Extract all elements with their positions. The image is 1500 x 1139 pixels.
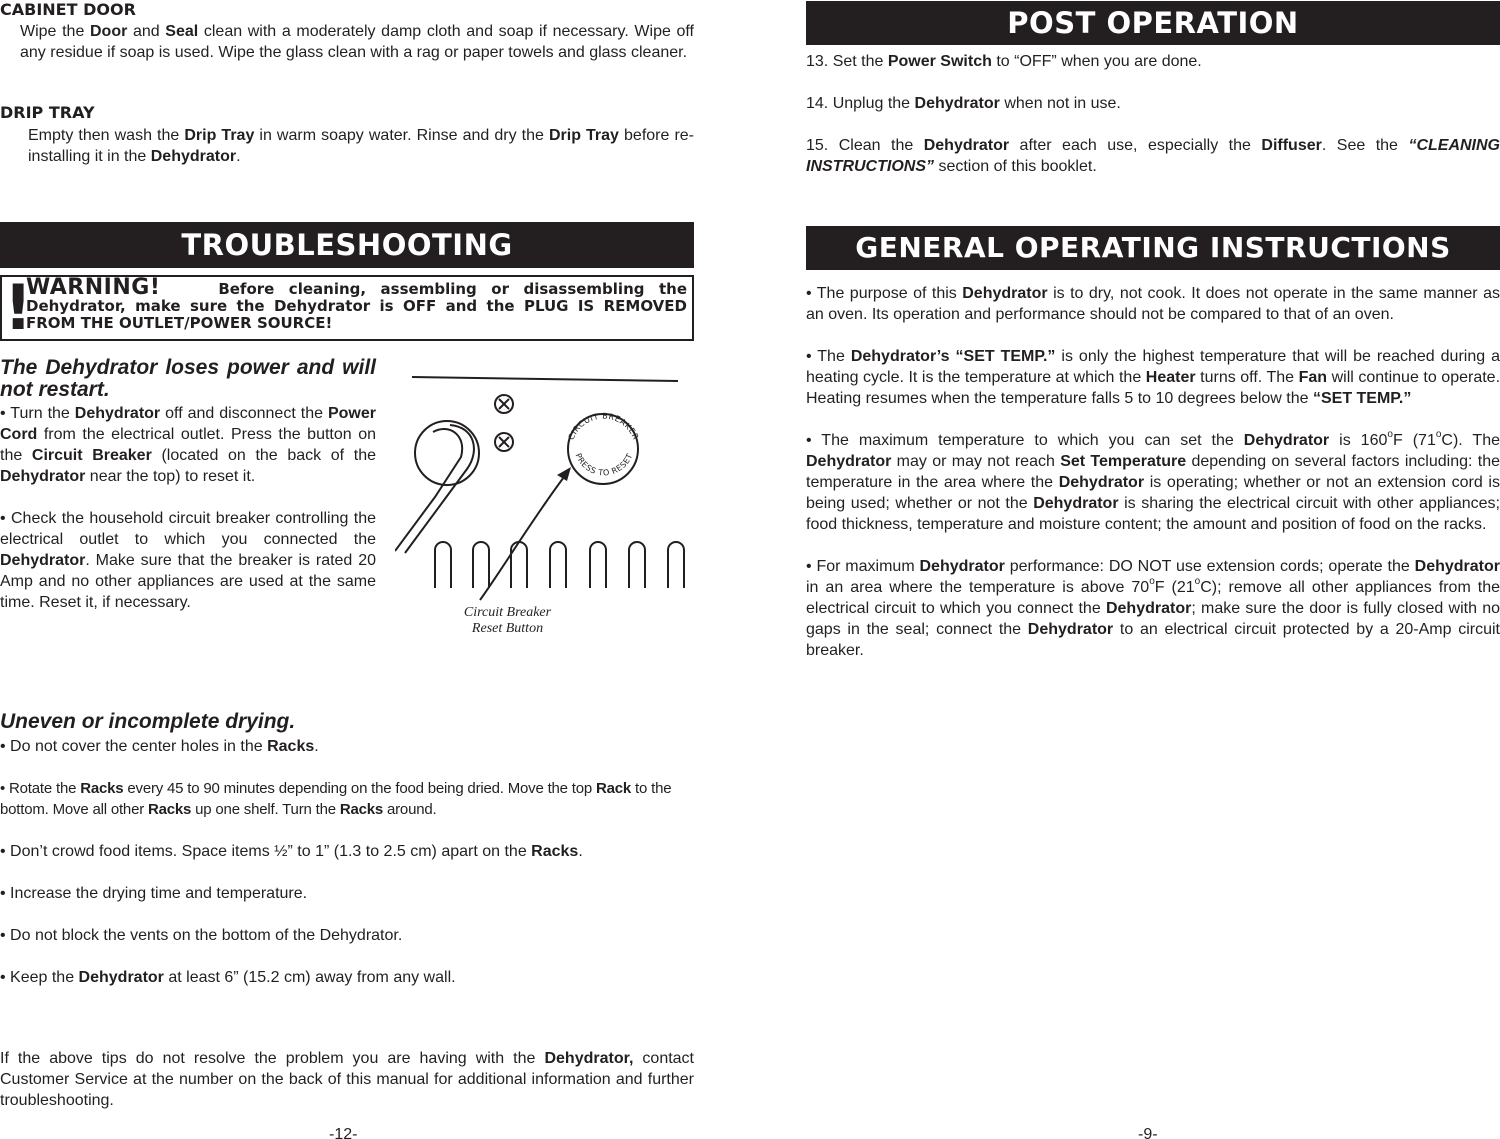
power-loss-section [0,357,376,613]
circuit-breaker-icon [567,412,641,484]
drip-tray-heading: DRIP TRAY [0,103,95,122]
breaker-label-top: CIRCUIT BREAKER [566,411,641,442]
general-instructions-body [806,283,1500,661]
warning-exclamation-icon: ! [4,271,33,344]
warning-text: WARNING! Before cleaning, assembling or disassembling the Dehydrator, make sure the Dehydrator is OFF and the PLUG IS REMOVED FROM THE OUTLET/POWER SOURCE! [26,275,687,332]
general-bullet-3: • The maximum temperature to which you can set the Dehydrator is 160$^o$F (71$^o$C). The Dehydrator may or may not reach Set Temperature depending on several factors including: the temperature in the area where the Dehydrator is operating; whether or not an extension cord is being used; whether or not the Dehydrator is sharing the electrical circuit with other appliances; food thickness, temperature and moisture content; the amount and position of food on the racks. [806,429,1500,533]
step-15: 15. Clean the Dehydrator after each use, especially the Diffuser. See the “CLEANING INSTRUCTIONS” section of this booklet. [806,137,1500,175]
drip-tray-section [0,103,694,167]
breaker-label-bottom: PRESS TO RESET [573,452,635,478]
caption-line-2: Reset Button [471,621,544,636]
general-instructions-title: GENERAL OPERATING INSTRUCTIONS [855,231,1451,264]
post-operation-title: POST OPERATION [1007,6,1299,40]
closing-text: If the above tips do not resolve the problem you are having with the Dehydrator, contact Customer Service at the number on the back of this manual for additional information and further troubleshooting. [0,1050,695,1109]
uneven-drying-heading: Uneven or incomplete drying. [0,710,296,733]
cabinet-door-section [0,0,694,63]
uneven-bullet-1: • Do not cover the center holes in the Racks. [0,738,319,755]
cabinet-door-text: Wipe the Door and Seal clean with a moderately damp cloth and soap if necessary. Wipe off any residue if soap is used. Wipe the glass clean with a rag or paper towels and glass cleaner. [20,23,694,61]
circuit-breaker-illustration [395,365,695,605]
uneven-bullet-6: • Keep the Dehydrator at least 6” (15.2 cm) away from any wall. [0,969,456,986]
general-instructions-header [806,226,1500,270]
power-cord-icon [395,421,479,553]
caption-line-1: Circuit Breaker [463,605,552,620]
screw-top-icon [495,395,513,413]
drip-tray-text: Empty then wash the Drip Tray in warm soapy water. Rinse and dry the Drip Tray before re-installing it in the Dehydrator. [28,127,695,165]
post-operation-steps [806,51,1500,177]
screw-bottom-icon [495,433,513,451]
page-number-left: -12- [329,1126,358,1139]
uneven-bullet-2: • Rotate the Racks every 45 to 90 minutes depending on the food being dried. Move the top Rack to the bottom. Move all other Racks up one shelf. Turn the Racks around. [0,780,672,818]
uneven-bullet-3: • Don’t crowd food items. Space items ½” to 1” (1.3 to 2.5 cm) apart on the Racks. [0,843,583,860]
general-bullet-2: • The Dehydrator’s “SET TEMP.” is only the highest temperature that will be reached during a heating cycle. It is the temperature at which the Heater turns off. The Fan will continue to operate. Heating resumes when the temperature falls 5 to 10 degrees below the “SET TEMP.” [806,348,1500,407]
uneven-bullet-5: • Do not block the vents on the bottom of the Dehydrator. [0,927,403,944]
page-number-right: -9- [1138,1126,1158,1139]
power-loss-heading: The Dehydrator loses power and will not restart. [0,356,376,401]
closing-paragraph [0,1048,694,1111]
troubleshooting-header [0,222,694,268]
uneven-bullet-4: • Increase the drying time and temperature. [0,885,308,902]
power-loss-bullet-1: • Turn the Dehydrator off and disconnect the Power Cord from the electrical outlet. Press the button on the Circuit Breaker (located on the back of the Dehydrator near the top) to reset it. [0,405,377,485]
cabinet-door-heading: CABINET DOOR [0,0,136,19]
warning-box [0,271,694,344]
dehydrator-top-edge [412,377,678,381]
uneven-drying-section [0,711,694,988]
vent-slots [435,542,684,588]
pointer-arrow-icon [480,467,571,600]
figure-caption [445,605,570,637]
power-loss-bullet-2: • Check the household circuit breaker controlling the electrical outlet to which you connected the Dehydrator. Make sure that the breaker is rated 20 Amp and no other appliances are used at the same time. Reset it, if necessary. [0,510,376,611]
warning-title: WARNING! [26,275,161,300]
post-operation-header [806,1,1500,45]
troubleshooting-title: TROUBLESHOOTING [181,228,513,262]
step-14: 14. Unplug the Dehydrator when not in use. [806,95,1121,112]
step-13: 13. Set the Power Switch to “OFF” when you are done. [806,53,1202,70]
general-bullet-1: • The purpose of this Dehydrator is to dry, not cook. It does not operate in the same manner as an oven. Its operation and performance should not be compared to that of an oven. [806,285,1500,323]
general-bullet-4: • For maximum Dehydrator performance: DO NOT use extension cords; operate the Dehydrator in an area where the temperature is above 70$^o$F (21$^o$C); remove all other appliances from the electrical circuit to which you connect the Dehydrator; make sure the door is fully closed with no gaps in the seal; connect the Dehydrator to an electrical circuit protected by a 20-Amp circuit breaker. [806,558,1500,659]
